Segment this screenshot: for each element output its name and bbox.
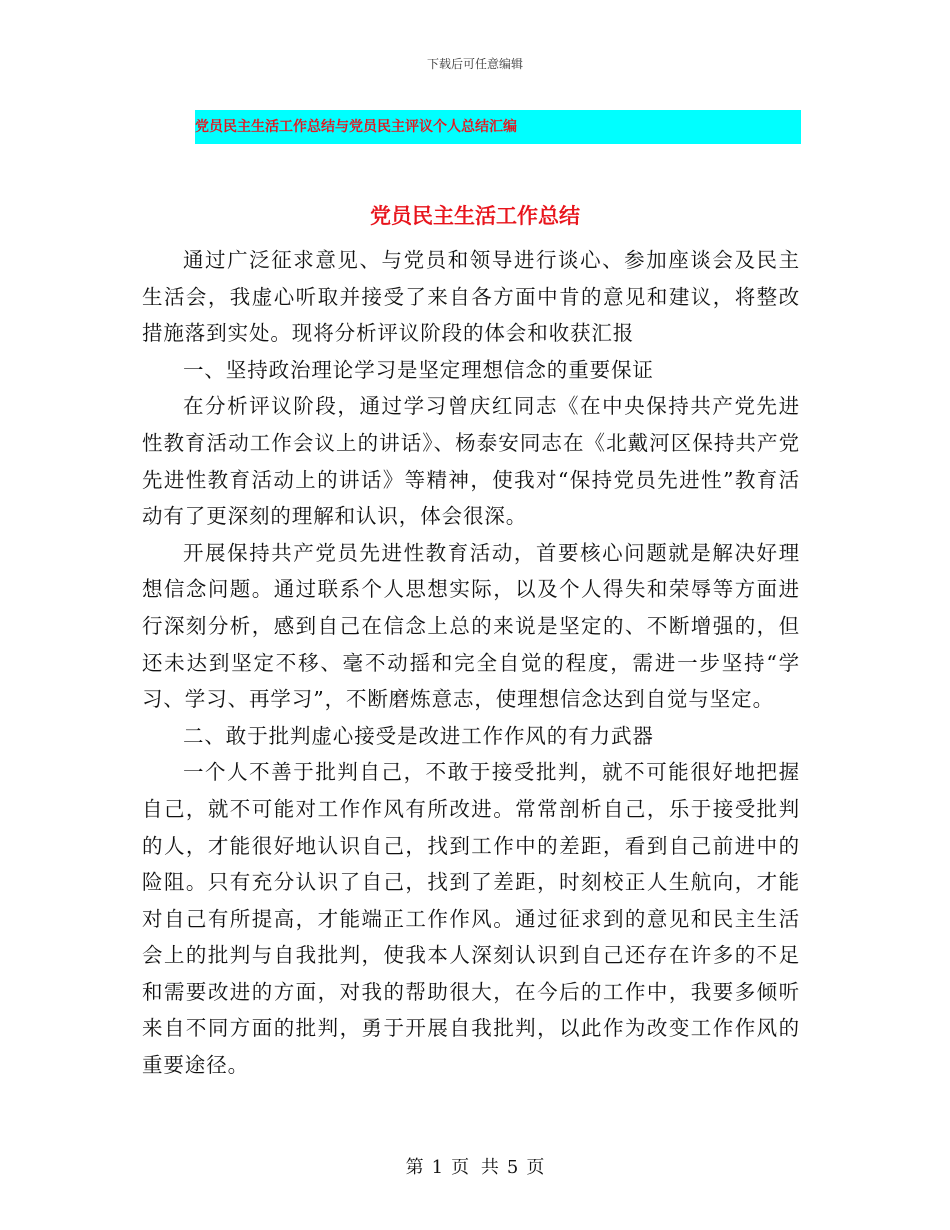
footer-total-pages: 5 <box>506 1157 519 1178</box>
main-title: 党员民主生活工作总结与党员民主评议个人总结汇编 <box>195 119 517 135</box>
heading-two: 二、敢于批判虚心接受是改进工作作风的有力武器 <box>183 723 654 748</box>
heading-one: 一、坚持政治理论学习是坚定理想信念的重要保证 <box>183 357 654 382</box>
header-note: 下载后可任意编辑 <box>426 57 523 71</box>
section-title: 党员民主生活工作总结 <box>370 203 580 228</box>
paragraph-intro: 通过广泛征求意见、与党员和领导进行谈心、参加座谈会及民主生活会，我虚心听取并接受了来自各方面中肯的意见和建议，将整改措施落到实处。现将分析评议阶段的体会和收获汇报 <box>142 248 800 346</box>
footer-prefix: 第 <box>405 1157 424 1178</box>
page-number-footer <box>0 1153 950 1179</box>
footer-current-page: 1 <box>431 1157 444 1178</box>
footer-middle: 页 共 <box>451 1157 499 1178</box>
document-body <box>142 242 800 1084</box>
main-title-highlight <box>195 110 801 144</box>
footer-suffix: 页 <box>526 1157 545 1178</box>
paragraph-criticism: 一个人不善于批判自己，不敢于接受批判，就不可能很好地把握自己，就不可能对工作作风有所改进。常常剖析自己，乐于接受批判的人，才能很好地认识自己，找到工作中的差距，看到自己前进中的险阻。只有充分认识了自己，找到了差距，时刻校正人生航向，才能对自己有所提高，才能端正工作作风。通过征求到的意见和民主生活会上的批判与自我批判，使我本人深刻认识到自己还存在许多的不足和需要改进的方面，对我的帮助很大，在今后的工作中，我要多倾听来自不同方面的批判，勇于开展自我批判，以此作为改变工作作风的重要途径。 <box>142 760 800 1078</box>
paragraph-belief: 开展保持共产党员先进性教育活动，首要核心问题就是解决好理想信念问题。通过联系个人思想实际，以及个人得失和荣辱等方面进行深刻分析，感到自己在信念上总的来说是坚定的、不断增强的，但还未达到坚定不移、毫不动摇和完全自觉的程度，需进一步坚持“学习、学习、再学习”，不断磨炼意志，使理想信念达到自觉与坚定。 <box>142 540 800 712</box>
paragraph-study: 在分析评议阶段，通过学习曾庆红同志《在中央保持共产党先进性教育活动工作会议上的讲话》、杨泰安同志在《北戴河区保持共产党先进性教育活动上的讲话》等精神，使我对“保持党员先进性”教育活动有了更深刻的理解和认识，体会很深。 <box>142 394 800 529</box>
